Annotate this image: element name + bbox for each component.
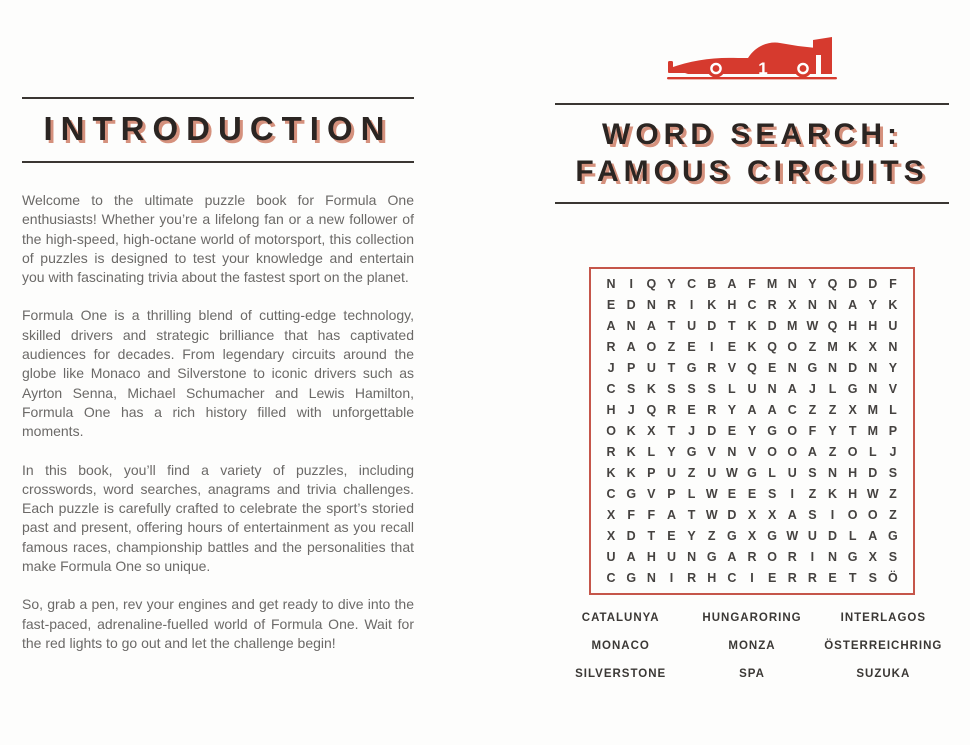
grid-cell: N <box>646 298 656 313</box>
grid-cell: G <box>626 486 637 501</box>
grid-cell: R <box>666 403 676 418</box>
grid-cell: F <box>627 507 636 522</box>
grid-cell: H <box>727 298 737 313</box>
grid-cell: I <box>790 486 794 501</box>
grid-cell: Z <box>808 403 817 418</box>
grid-cell: H <box>848 319 858 334</box>
grid-cell: E <box>767 570 777 585</box>
grid-cell: A <box>727 277 737 292</box>
intro-paragraph: In this book, you’ll find a variety of puzzles, including crosswords, word searches, anagrams and trivia challenges. Each puzzle is carefully crafted to celebrate the sport’s storied past and present, offering hours of entertainment as you recall famous races, championship battles and the personalities that make Formula One so unique. <box>22 461 414 575</box>
grid-cell: K <box>626 444 636 459</box>
word-list-item: MONACO <box>591 640 650 652</box>
grid-cell: I <box>689 298 694 313</box>
grid-cell: G <box>686 361 697 376</box>
grid-cell: E <box>767 361 777 376</box>
grid-cell: O <box>787 340 798 355</box>
grid-cell: O <box>767 549 777 564</box>
page-title <box>555 105 949 202</box>
grid-cell: O <box>767 444 777 459</box>
grid-cell: G <box>747 465 757 480</box>
grid-cell: T <box>848 423 857 438</box>
grid-cell: S <box>707 382 716 397</box>
grid-cell: K <box>606 465 616 480</box>
grid-cell: H <box>646 549 656 564</box>
grid-cell: Y <box>868 298 877 313</box>
grid-cell: S <box>627 382 636 397</box>
grid-cell: K <box>626 423 636 438</box>
grid-cell: A <box>606 319 616 334</box>
grid-cell: C <box>747 298 757 313</box>
grid-cell: E <box>828 570 837 585</box>
grid-cell: A <box>626 549 636 564</box>
grid-cell: T <box>848 570 857 585</box>
grid-cell: K <box>646 382 656 397</box>
grid-cell: N <box>787 277 797 292</box>
grid-cell: M <box>787 319 798 334</box>
grid-cell: S <box>868 570 877 585</box>
grid-cell: R <box>707 403 717 418</box>
grid-cell: Z <box>667 340 676 355</box>
grid-cell: N <box>606 277 616 292</box>
grid-cell: S <box>888 549 898 564</box>
f1-car-icon <box>666 32 838 80</box>
grid-cell: N <box>868 382 878 397</box>
grid-cell: C <box>787 403 797 418</box>
grid-cell: D <box>868 465 878 480</box>
grid-cell: K <box>747 340 757 355</box>
grid-cell: D <box>868 277 878 292</box>
word-list-item: ÖSTERREICHRING <box>824 640 943 652</box>
grid-cell: N <box>888 340 898 355</box>
intro-paragraph: Formula One is a thrilling blend of cutting-edge technology, skilled drivers and strategic brilliance that has captivated audiences for decades. From legendary circuits around the globe like Monaco and Silverstone to iconic drivers such as Ayrton Senna, Michael Schumacher and Lewis Hamilton, Formula One has a rich history filled with unforgettable moments. <box>22 307 414 440</box>
grid-cell: X <box>788 298 797 313</box>
grid-cell: O <box>847 507 858 522</box>
grid-cell: Q <box>827 319 838 334</box>
grid-cell: K <box>828 486 838 501</box>
grid-cell: V <box>707 444 716 459</box>
grid-cell: Z <box>828 444 837 459</box>
grid-cell: E <box>727 486 737 501</box>
grid-cell: O <box>787 423 798 438</box>
grid-cell: B <box>707 277 717 292</box>
grid-cell: I <box>810 549 815 564</box>
grid-cell: S <box>687 382 696 397</box>
grid-cell: R <box>606 340 616 355</box>
grid-cell: C <box>606 570 616 585</box>
grid-cell: D <box>767 319 777 334</box>
grid-cell: E <box>687 340 696 355</box>
grid-cell: G <box>767 528 777 543</box>
grid-cell: L <box>728 382 736 397</box>
grid-cell: T <box>728 319 736 334</box>
grid-cell: Ö <box>888 570 898 585</box>
grid-cell: F <box>808 423 817 438</box>
grid-cell: D <box>626 528 636 543</box>
grid-cell: Z <box>889 507 897 522</box>
grid-cell: A <box>767 403 777 418</box>
grid-cell: X <box>606 507 616 522</box>
grid-cell: H <box>707 570 717 585</box>
grid-cell: I <box>750 570 754 585</box>
chapter-header <box>555 32 949 80</box>
grid-cell: L <box>768 465 776 480</box>
grid-cell: L <box>868 444 877 459</box>
word-list-item: INTERLAGOS <box>840 612 927 624</box>
grid-cell: X <box>747 528 757 543</box>
introduction-text <box>22 191 414 653</box>
grid-cell: K <box>626 465 636 480</box>
grid-cell: W <box>725 465 738 480</box>
grid-cell: P <box>647 465 656 480</box>
grid-cell: R <box>606 444 616 459</box>
grid-cell: S <box>767 486 777 501</box>
grid-cell: Z <box>808 486 817 501</box>
grid-cell: N <box>787 361 797 376</box>
grid-cell: G <box>847 382 858 397</box>
intro-paragraph: So, grab a pen, rev your engines and get ready to dive into the fast-paced, adrenaline-fuelled world of Formula One. Wait for the red lights to go out and let the challenge begin! <box>22 596 414 651</box>
grid-cell: L <box>889 403 897 418</box>
grid-cell: S <box>808 507 817 522</box>
intro-paragraph: Welcome to the ultimate puzzle book for Formula One enthusiasts! Whether you’re a lifelong fan or a new follower of the high-speed, high-octane world of motorsport, this collection of puzzles is designed to test your knowledge and entertain you with fascinating trivia about the fastest sport on the planet. <box>22 192 414 286</box>
grid-cell: N <box>828 361 838 376</box>
grid-cell: Z <box>889 486 897 501</box>
grid-cell: N <box>828 465 838 480</box>
grid-cell: N <box>828 298 838 313</box>
grid-cell: K <box>747 319 757 334</box>
grid-cell: C <box>727 570 737 585</box>
grid-cell: Q <box>747 361 757 376</box>
grid-cell: S <box>667 382 676 397</box>
grid-cell: A <box>666 507 676 522</box>
grid-cell: O <box>847 444 858 459</box>
grid-cell: R <box>807 570 817 585</box>
grid-cell: T <box>647 528 656 543</box>
grid-cell: Z <box>828 403 837 418</box>
page-title: INTRODUCTION <box>43 110 393 147</box>
grid-cell: X <box>868 549 877 564</box>
grid-cell: R <box>787 549 797 564</box>
grid-cell: W <box>866 486 879 501</box>
grid-cell: W <box>705 507 718 522</box>
grid-cell: A <box>787 382 797 397</box>
grid-cell: U <box>606 549 616 564</box>
grid-cell: D <box>707 423 717 438</box>
grid-cell: E <box>727 423 737 438</box>
grid-cell: G <box>626 570 637 585</box>
grid-cell: D <box>848 361 858 376</box>
grid-cell: H <box>606 403 616 418</box>
grid-cell: X <box>647 423 656 438</box>
grid-cell: C <box>687 277 697 292</box>
introduction-page <box>22 0 414 672</box>
grid-cell: X <box>868 340 877 355</box>
grid-cell: N <box>767 382 777 397</box>
title-rule-bottom <box>22 161 414 163</box>
grid-cell: L <box>687 486 696 501</box>
grid-cell: R <box>707 361 717 376</box>
grid-cell: U <box>707 465 717 480</box>
title-line-1: WORD SEARCH: <box>602 118 902 151</box>
word-list-item: CATALUNYA <box>581 612 660 624</box>
title-rule-bottom <box>555 202 949 204</box>
grid-cell: E <box>747 486 757 501</box>
grid-cell: Q <box>646 403 657 418</box>
grid-cell: R <box>787 570 797 585</box>
grid-cell: K <box>707 298 717 313</box>
word-list-item: MONZA <box>728 640 776 652</box>
grid-cell: D <box>626 298 636 313</box>
chapter-number: 1 <box>758 59 768 78</box>
grid-cell: P <box>888 423 898 438</box>
grid-cell: U <box>666 549 676 564</box>
grid-cell: M <box>766 277 778 292</box>
grid-cell: W <box>705 486 718 501</box>
grid-cell: A <box>807 444 817 459</box>
grid-cell: U <box>787 465 797 480</box>
word-search-page <box>555 0 949 680</box>
grid-cell: A <box>646 319 656 334</box>
grid-cell: U <box>666 465 676 480</box>
grid-cell: S <box>808 465 817 480</box>
grid-cell: D <box>828 528 838 543</box>
grid-cell: H <box>848 465 858 480</box>
grid-cell: T <box>687 507 696 522</box>
grid-cell: E <box>606 298 616 313</box>
grid-cell: A <box>868 528 878 543</box>
grid-cell: A <box>727 549 737 564</box>
grid-cell: Q <box>827 277 838 292</box>
grid-cell: H <box>868 319 878 334</box>
grid-cell: R <box>666 298 676 313</box>
grid-cell: U <box>747 382 757 397</box>
grid-cell: M <box>867 403 878 418</box>
grid-cell: N <box>687 549 697 564</box>
grid-cell: F <box>889 277 897 292</box>
grid-cell: V <box>888 382 898 397</box>
grid-cell: Z <box>808 340 817 355</box>
word-list-item: SUZUKA <box>856 668 911 680</box>
grid-cell: Y <box>888 361 898 376</box>
grid-cell: M <box>867 423 878 438</box>
grid-cell: A <box>787 507 797 522</box>
grid-cell: V <box>747 444 757 459</box>
grid-cell: Q <box>646 277 657 292</box>
grid-cell: S <box>888 465 898 480</box>
grid-cell: X <box>606 528 616 543</box>
word-search-grid <box>589 267 915 595</box>
grid-cell: J <box>627 403 635 418</box>
grid-cell: P <box>627 361 636 376</box>
grid-cell: N <box>646 570 656 585</box>
grid-cell: I <box>629 277 633 292</box>
grid-cell: E <box>727 340 737 355</box>
grid-cell: J <box>808 382 816 397</box>
grid-cell: I <box>709 340 714 355</box>
grid-cell: O <box>606 423 616 438</box>
grid-cell: T <box>667 319 676 334</box>
grid-cell: U <box>646 361 656 376</box>
grid-cell: L <box>647 444 656 459</box>
grid-cell: X <box>747 507 757 522</box>
grid-cell: G <box>726 528 737 543</box>
grid-cell: A <box>747 403 757 418</box>
grid-cell: V <box>727 361 737 376</box>
grid-cell: R <box>687 570 697 585</box>
grid-cell: L <box>848 528 857 543</box>
word-list-item: HUNGARORING <box>702 612 802 624</box>
grid-cell: P <box>667 486 676 501</box>
grid-cell: F <box>647 507 656 522</box>
word-list <box>555 612 949 680</box>
grid-cell: Y <box>667 277 676 292</box>
grid-cell: Z <box>687 465 696 480</box>
grid-cell: K <box>888 298 898 313</box>
grid-cell: C <box>606 382 616 397</box>
grid-cell: G <box>807 361 818 376</box>
title-line-2: FAMOUS CIRCUITS <box>575 155 929 188</box>
grid-cell: R <box>767 298 777 313</box>
word-list-item: SPA <box>739 668 765 680</box>
grid-cell: J <box>889 444 897 459</box>
grid-cell: L <box>828 382 837 397</box>
grid-cell: G <box>888 528 898 543</box>
grid-cell: W <box>786 528 799 543</box>
grid-cell: T <box>667 361 676 376</box>
grid-cell: A <box>848 298 858 313</box>
grid-cell: O <box>646 340 657 355</box>
grid-cell: Y <box>687 528 696 543</box>
grid-cell: D <box>848 277 858 292</box>
grid-cell: U <box>807 528 817 543</box>
grid-cell: N <box>868 361 878 376</box>
grid-cell: K <box>848 340 858 355</box>
grid-cell: X <box>848 403 857 418</box>
grid-cell: Z <box>707 528 716 543</box>
grid-cell: O <box>787 444 798 459</box>
grid-cell: E <box>667 528 676 543</box>
grid-cell: Y <box>828 423 837 438</box>
grid-cell: X <box>767 507 777 522</box>
grid-cell: N <box>828 549 838 564</box>
grid-cell: Y <box>667 444 676 459</box>
grid-cell: V <box>647 486 656 501</box>
grid-cell: G <box>686 444 697 459</box>
grid-cell: Y <box>808 277 817 292</box>
grid-cell: T <box>667 423 676 438</box>
grid-cell: C <box>606 486 616 501</box>
grid-cell: Y <box>747 423 757 438</box>
grid-cell: E <box>687 403 696 418</box>
grid-cell: O <box>867 507 878 522</box>
grid-cell: G <box>706 549 717 564</box>
grid-cell: D <box>707 319 717 334</box>
grid-cell: I <box>830 507 835 522</box>
grid-cell: U <box>687 319 697 334</box>
grid-cell: N <box>727 444 737 459</box>
grid-cell: F <box>748 277 756 292</box>
grid-cell: G <box>767 423 777 438</box>
grid-cell: R <box>747 549 757 564</box>
grid-cell: A <box>626 340 636 355</box>
grid-cell: M <box>827 340 838 355</box>
grid-cell: U <box>888 319 898 334</box>
grid-cell: D <box>727 507 737 522</box>
grid-cell: N <box>626 319 636 334</box>
grid-cell: J <box>688 423 696 438</box>
grid-cell: N <box>807 298 817 313</box>
grid-cell: Q <box>767 340 777 355</box>
grid-cell: G <box>847 549 858 564</box>
word-list-item: SILVERSTONE <box>575 668 667 680</box>
grid-cell: W <box>806 319 819 334</box>
grid-cell: Y <box>727 403 737 418</box>
grid-cell: J <box>607 361 615 376</box>
grid-cell: H <box>848 486 858 501</box>
grid-cell: I <box>669 570 674 585</box>
